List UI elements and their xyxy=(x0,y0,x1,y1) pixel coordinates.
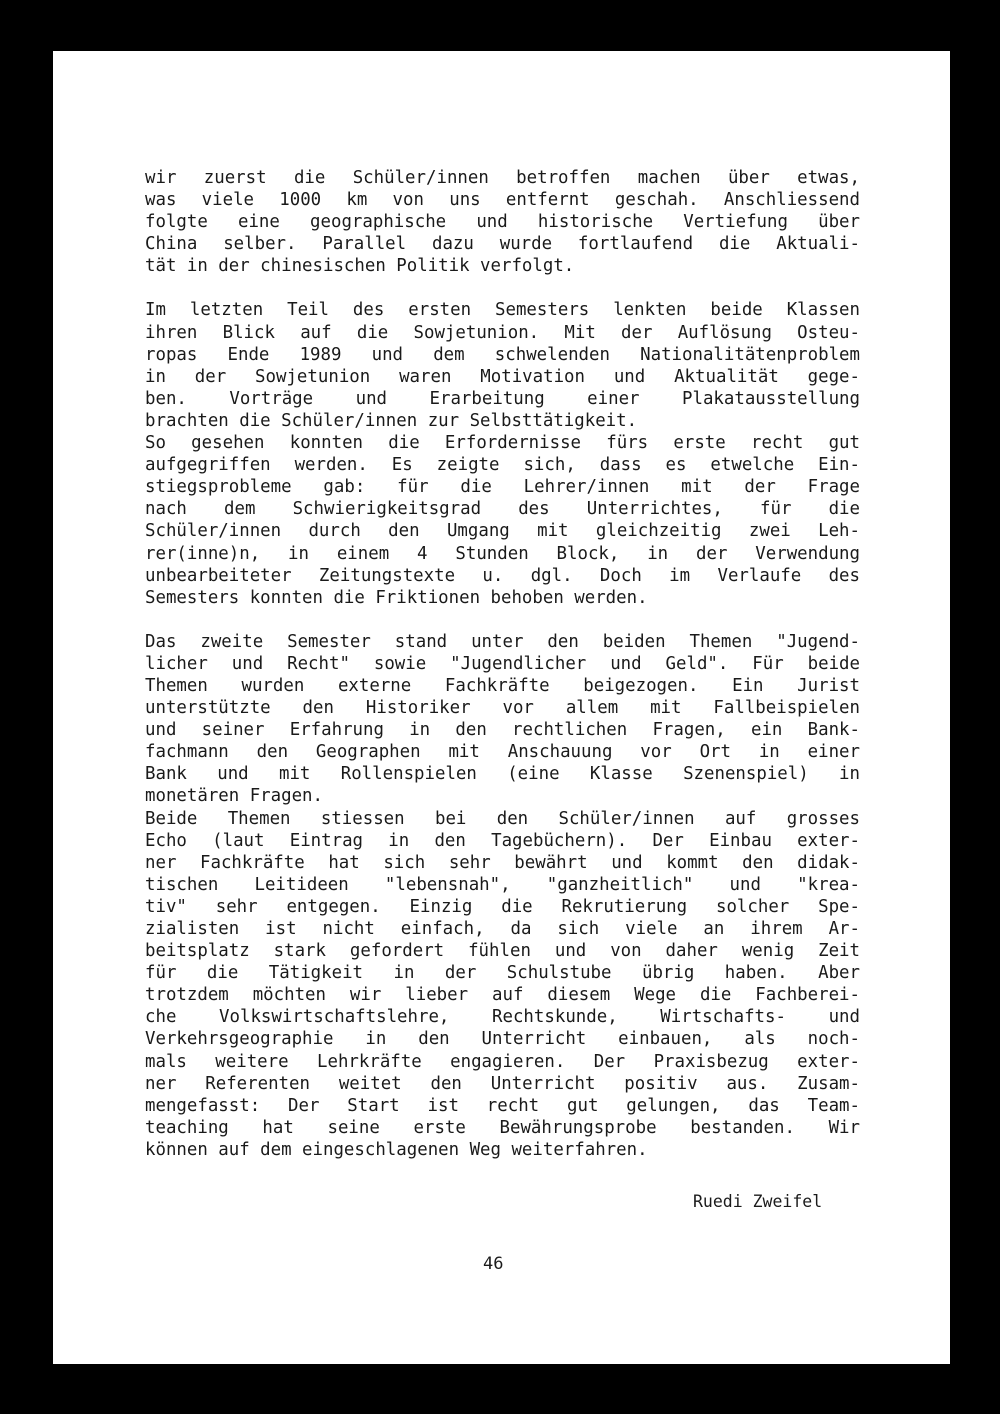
text-line: So gesehen konnten die Erfordernisse fürs erste recht gut xyxy=(145,433,860,454)
paragraph-china xyxy=(145,167,860,277)
text-line: ropas Ende 1989 und dem schwelenden Nationalitätenproblem xyxy=(145,344,860,365)
text-line: und seiner Erfahrung in den rechtlichen Fragen, ein Bank- xyxy=(145,720,860,741)
text-line: Semesters konnten die Friktionen behoben werden. xyxy=(145,587,648,608)
text-line: Themen wurden externe Fachkräfte beigezogen. Ein Jurist xyxy=(145,675,860,696)
text-line: aufgegriffen werden. Es zeigte sich, dass es etwelche Ein- xyxy=(145,455,860,476)
text-line: tiv" sehr entgegen. Einzig die Rekrutierung solcher Spe- xyxy=(145,896,860,917)
text-line: trotzdem möchten wir lieber auf diesem Wege die Fachberei- xyxy=(145,985,860,1006)
text-line: ner Referenten weitet den Unterricht positiv aus. Zusam- xyxy=(145,1073,860,1094)
text-line: folgte eine geographische und historische Vertiefung über xyxy=(145,212,860,233)
text-line: China selber. Parallel dazu wurde fortlaufend die Aktuali- xyxy=(145,234,860,255)
text-line: ihren Blick auf die Sowjetunion. Mit der Auflösung Osteu- xyxy=(145,322,860,343)
text-line: nach dem Schwierigkeitsgrad des Unterrichtes, für die xyxy=(145,499,860,520)
text-line: mals weitere Lehrkräfte engagieren. Der Praxisbezug exter- xyxy=(145,1051,860,1072)
text-line: tät in der chinesischen Politik verfolgt. xyxy=(145,256,575,277)
paragraph-zweites-semester xyxy=(145,631,860,1161)
text-line: stiegsprobleme gab: für die Lehrer/innen mit der Frage xyxy=(145,477,860,498)
text-line: fachmann den Geographen mit Anschauung vor Ort in einer xyxy=(145,742,860,763)
text-line: zialisten ist nicht einfach, da sich viele an ihrem Ar- xyxy=(145,919,860,939)
text-line: mengefasst: Der Start ist recht gut gelungen, das Team- xyxy=(145,1095,860,1116)
text-line: licher und Recht" sowie "Jugendlicher und Geld". Für beide xyxy=(145,653,860,674)
text-line: beitsplatz stark gefordert fühlen und von daher wenig Zeit xyxy=(145,941,860,962)
text-line: Das zweite Semester stand unter den beiden Themen "Jugend- xyxy=(145,631,860,652)
page-number: 46 xyxy=(483,1254,504,1274)
text-line: unbearbeiteter Zeitungstexte u. dgl. Doch im Verlaufe des xyxy=(145,565,860,586)
text-line: rer(inne)n, in einem 4 Stunden Block, in der Verwendung xyxy=(145,543,860,564)
text-line: Beide Themen stiessen bei den Schüler/innen auf grosses xyxy=(145,808,860,829)
text-line: können auf dem eingeschlagenen Weg weiterfahren. xyxy=(145,1139,648,1160)
text-line: monetären Fragen. xyxy=(145,786,323,807)
text-line: Bank und mit Rollenspielen (eine Klasse Szenenspiel) in xyxy=(145,764,860,785)
text-line: Echo (laut Eintrag in den Tagebüchern). Der Einbau exter- xyxy=(145,830,860,851)
text-line: che Volkswirtschaftslehre, Rechtskunde, Wirtschafts- und xyxy=(145,1007,860,1028)
text-line: was viele 1000 km von uns entfernt geschah. Anschliessend xyxy=(145,190,860,211)
text-line: Verkehrsgeographie in den Unterricht einbauen, als noch- xyxy=(145,1029,860,1050)
document-page xyxy=(53,51,950,1364)
text-line: ner Fachkräfte hat sich sehr bewährt und kommt den didak- xyxy=(145,852,860,873)
text-line: brachten die Schüler/innen zur Selbsttätigkeit. xyxy=(145,410,638,431)
text-line: Im letzten Teil des ersten Semesters lenkten beide Klassen xyxy=(145,300,860,321)
text-line: für die Tätigkeit in der Schulstube übrig haben. Aber xyxy=(145,963,860,984)
text-line: in der Sowjetunion waren Motivation und Aktualität gege- xyxy=(145,366,860,387)
text-line: ben. Vorträge und Erarbeitung einer Plakatausstellung xyxy=(145,388,860,409)
body-text xyxy=(145,167,860,1161)
text-line: Schüler/innen durch den Umgang mit gleichzeitig zwei Leh- xyxy=(145,521,860,542)
author-signature: Ruedi Zweifel xyxy=(693,1192,823,1211)
paragraph-sowjetunion xyxy=(145,299,860,608)
text-line: tischen Leitideen "lebensnah", "ganzheitlich" und "krea- xyxy=(145,874,860,895)
text-line: wir zuerst die Schüler/innen betroffen machen über etwas, xyxy=(145,168,860,188)
text-line: teaching hat seine erste Bewährungsprobe bestanden. Wir xyxy=(145,1117,860,1138)
text-line: unterstützte den Historiker vor allem mit Fallbeispielen xyxy=(145,698,860,719)
